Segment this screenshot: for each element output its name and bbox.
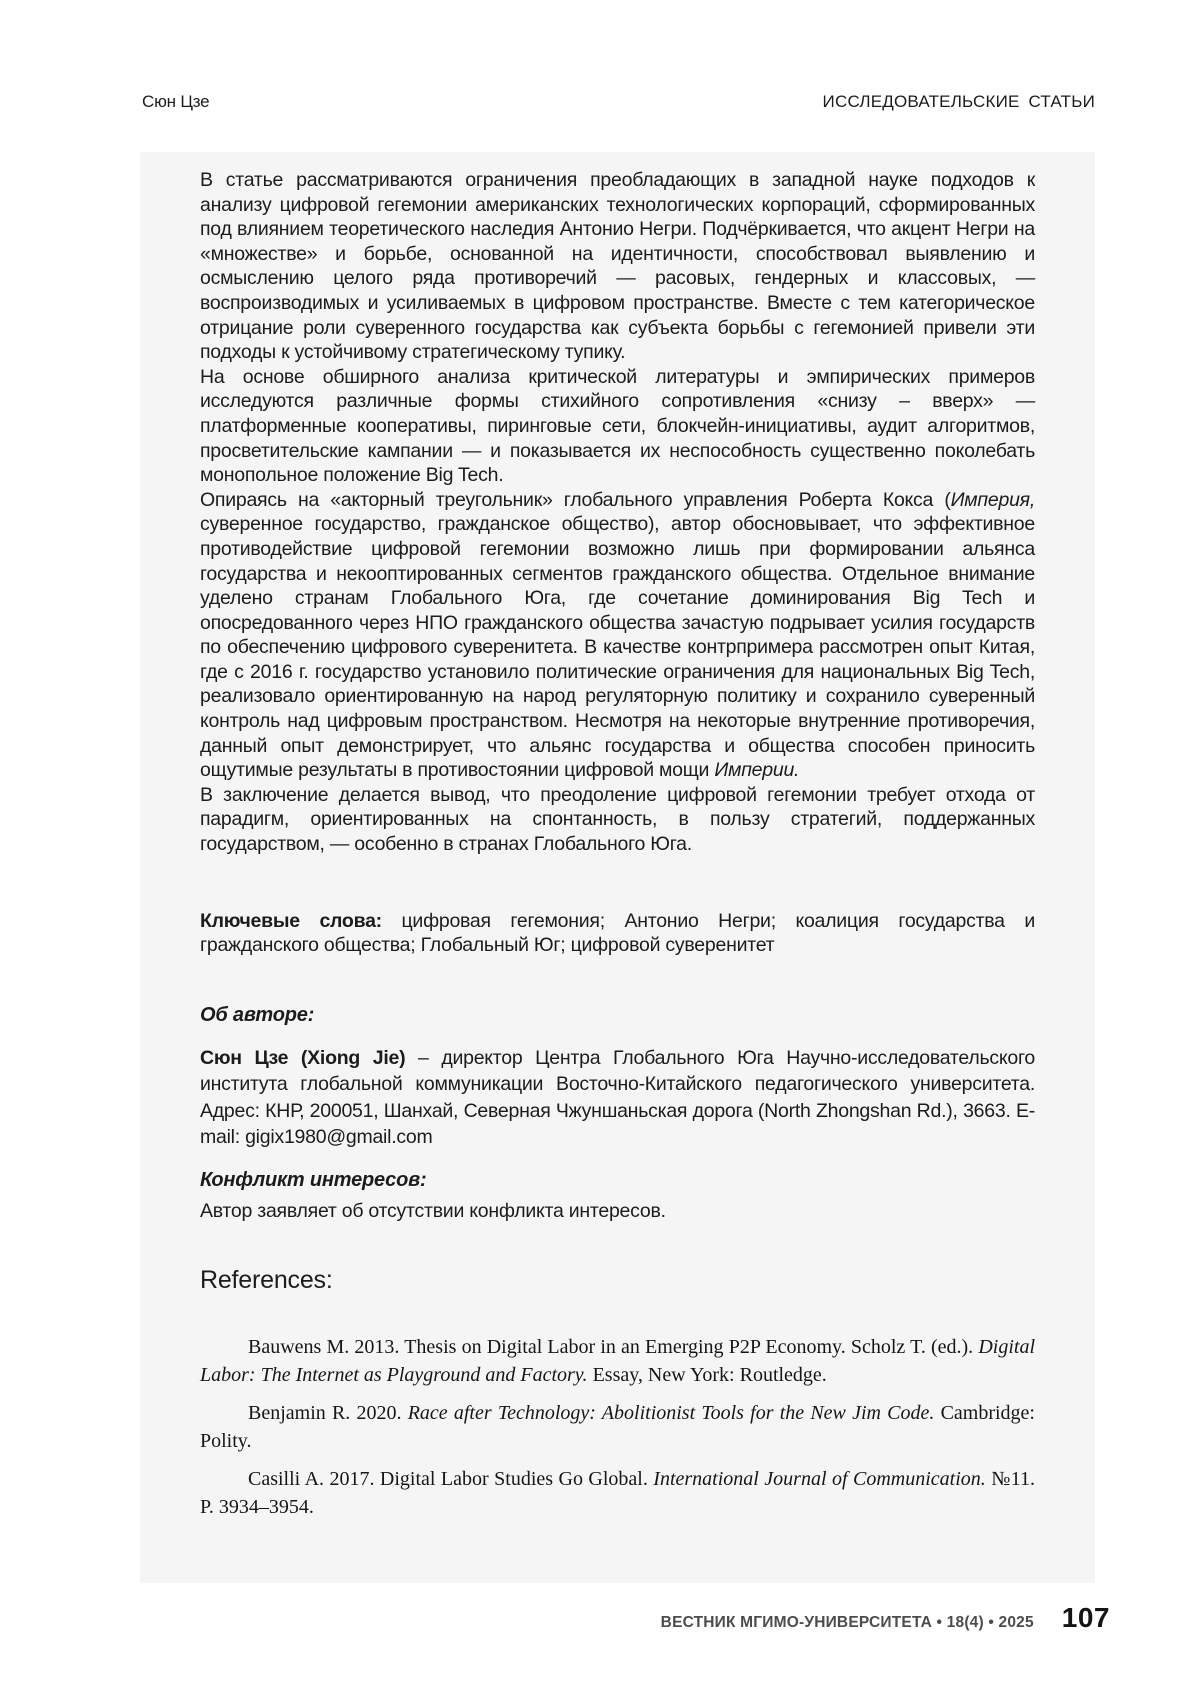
author-info: Сюн Цзе (Xiong Jie) – директор Центра Глобального Юга Научно-исследовательского института глобальной коммуникации Восточно-Китайского педагогического университета. Адрес: КНР, 200051, Шанхай, Северная Чжуншаньская дорога (North Zhongshan Rd.), 3663. E-mail: gigix1980@gmail.com (200, 1046, 1035, 1149)
conflict-of-interest-text: Автор заявляет об отсутствии конфликта интересов. (200, 1199, 666, 1222)
journal-issue-line: ВЕСТНИК МГИМО-УНИВЕРСИТЕТА • 18(4) • 2025 (660, 1614, 1034, 1631)
reference-item: Bauwens M. 2013. Thesis on Digital Labor in an Emerging P2P Economy. Scholz T. (ed.). Digital Labor: The Internet as Playground and Factory. Essay, New York: Routledge. (200, 1335, 1035, 1386)
reference-item: Benjamin R. 2020. Race after Technology: Abolitionist Tools for the New Jim Code. Cambridge: Polity. (200, 1401, 1035, 1452)
abstract-paragraph: В статье рассматриваются ограничения преобладающих в западной науке подходов к анализу цифровой гегемонии американских технологических корпораций, сформированных под влиянием теоретического наследия Антонио Негри. Подчёркивается, что акцент Негри на «множестве» и борьбе, основанной на идентичности, способствовал выявлению и осмыслению целого ряда противоречий — расовых, гендерных и классовых, — воспроизводимых и усиливаемых в цифровом пространстве. Вместе с тем категорическое отрицание роли суверенного государства как субъекта борьбы с гегемонией привели эти подходы к устойчивому стратегическому тупику. (200, 169, 1035, 364)
running-head-author: Сюн Цзе (142, 92, 210, 111)
reference-item: Casilli A. 2017. Digital Labor Studies Go Global. International Journal of Communication. №11. P. 3934–3954. (200, 1467, 1036, 1518)
page-footer (140, 1602, 1110, 1634)
abstract-paragraph: Опираясь на «акторный треугольник» глобального управления Роберта Кокса (Империя, суверенное государство, гражданское общество), автор обосновывает, что эффективное противодействие цифровой гегемонии возможно лишь при формировании альянса государства и некооптированных сегментов гражданского общества. Отдельное внимание уделено странам Глобального Юга, где сочетание доминирования Big Tech и опосредованного через НПО гражданского общества зачастую подрывает усилия государств по обеспечению цифрового суверенитета. В качестве контрпримера рассмотрен опыт Китая, где с 2016 г. государство установило политические ограничения для национальных Big Tech, реализовало ориентированную на народ регуляторную политику и сохранило суверенный контроль над цифровым пространством. Несмотря на некоторые внутренние противоречия, данный опыт демонстрирует, что альянс государства и общества способен приносить ощутимые результаты в противостоянии цифровой мощи Империи. (200, 488, 1035, 782)
abstract-text (200, 168, 1035, 857)
abstract-box (140, 152, 1095, 1583)
conflict-of-interest-heading: Конфликт интересов: (200, 1168, 427, 1191)
running-head-section: ИССЛЕДОВАТЕЛЬСКИЕ СТАТЬИ (822, 92, 1095, 111)
keywords-line: Ключевые слова: цифровая гегемония; Антонио Негри; коалиция государства и гражданского общества; Глобальный Юг; цифровой суверенитет (200, 909, 1035, 957)
references-list (200, 1333, 1035, 1521)
page-number: 107 (1061, 1602, 1110, 1633)
abstract-paragraph: На основе обширного анализа критической литературы и эмпирических примеров исследуются различные формы стихийного сопротивления «снизу – вверх» — платформенные кооперативы, пиринговые сети, блокчейн-инициативы, аудит алгоритмов, просветительские кампании — и показывается их неспособность существенно поколебать монопольное положение Big Tech. (200, 365, 1035, 487)
about-author-heading: Об авторе: (200, 1003, 315, 1026)
running-head (142, 92, 1095, 112)
abstract-paragraph: В заключение делается вывод, что преодоление цифровой гегемонии требует отхода от парадигм, ориентированных на спонтанность, в пользу стратегий, поддержанных государством, — особенно в странах Глобального Юга. (200, 783, 1035, 856)
references-heading: References: (200, 1265, 333, 1294)
